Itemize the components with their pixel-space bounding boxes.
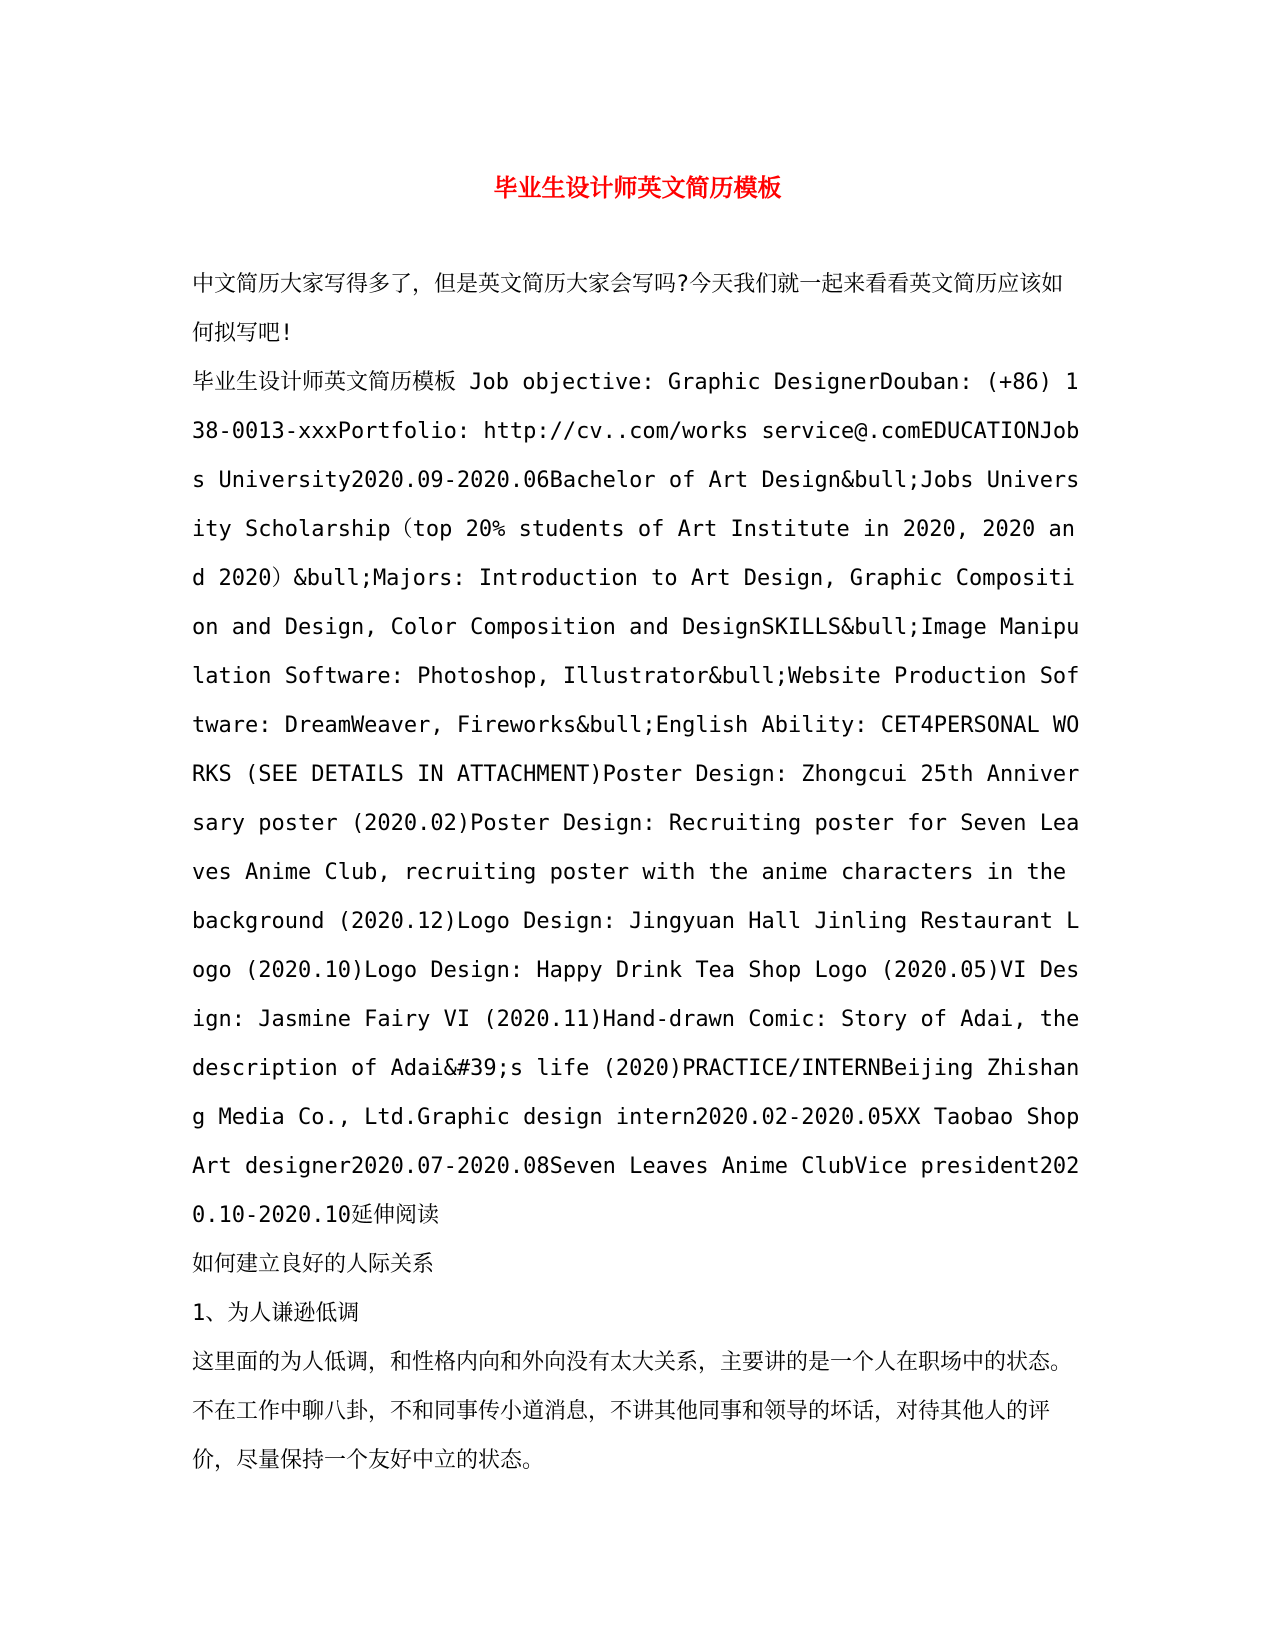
list-item-paragraph: 这里面的为人低调，和性格内向和外向没有太大关系，主要讲的是一个人在职场中的状态。不在工作中聊八卦，不和同事传小道消息，不讲其他同事和领导的坏话，对待其他人的评价，尽量保持一个友好中立的状态。 (192, 1350, 1073, 1473)
document-body (192, 260, 1082, 1485)
intro-paragraph: 中文简历大家写得多了，但是英文简历大家会写吗?今天我们就一起来看看英文简历应该如何拟写吧! (192, 272, 1064, 346)
section-heading: 如何建立良好的人际关系 (192, 1252, 435, 1277)
document-title: 毕业生设计师英文简历模板 (493, 173, 782, 202)
resume-template-paragraph: 毕业生设计师英文简历模板 Job objective: Graphic DesignerDouban: (+86) 138-0013-xxxPortfolio: http://cv..com/works service@.comEDUCATIONJobs University2020.09-2020.06Bachelor of Art Design&bull;Jobs University Scholarship（top 20% students of Art Institute in 2020, 2020 and 2020）&bull;Majors: Introduction to Art Design, Graphic Composition and Design, Color Composition and DesignSKILLS&bull;Image Manipulation Software: Photoshop, Illustrator&bull;Website Production Software: DreamWeaver, Fireworks&bull;English Ability: CET4PERSONAL WORKS (SEE DETAILS IN ATTACHMENT)Poster Design: Zhongcui 25th Anniversary poster (2020.02)Poster Design: Recruiting poster for Seven Leaves Anime Club, recruiting poster with the anime characters in the background (2020.12)Logo Design: Jingyuan Hall Jinling Restaurant Logo (2020.10)Logo Design: Happy Drink Tea Shop Logo (2020.05)VI Design: Jasmine Fairy VI (2020.11)Hand-drawn Comic: Story of Adai, the description of Adai&#39;s life (2020)PRACTICE/INTERNBeijing Zhishang Media Co., Ltd.Graphic design intern2020.02-2020.05XX Taobao ShopArt designer2020.07-2020.08Seven Leaves Anime ClubVice president2020.10-2020.10延伸阅读 (192, 370, 1080, 1228)
list-item-heading: 1、为人谦逊低调 (192, 1301, 360, 1326)
